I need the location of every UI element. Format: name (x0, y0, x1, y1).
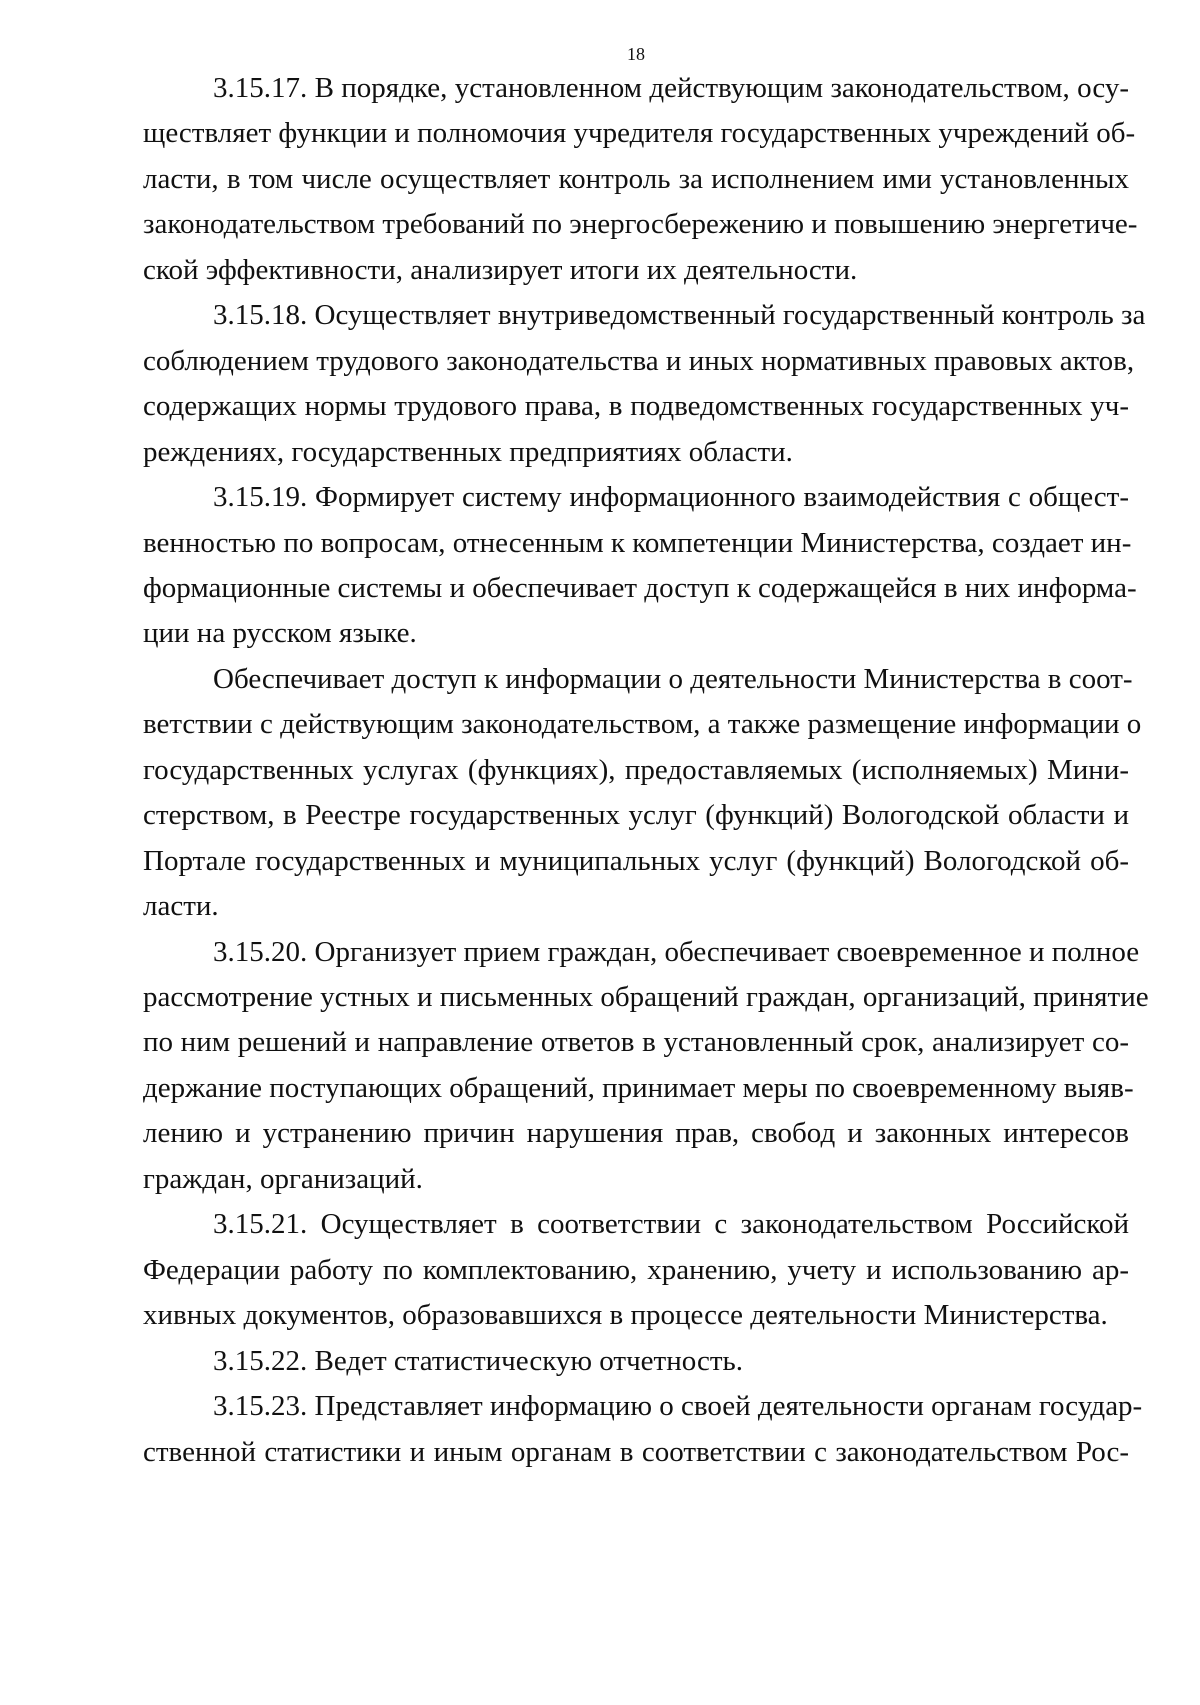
paragraph-line: Портале государственных и муниципальных услуг (функций) Вологодской об- (143, 844, 1129, 877)
paragraph-line: реждениях, государственных предприятиях области. (143, 435, 793, 468)
paragraph-line: ласти. (143, 890, 219, 923)
page-number: 18 (627, 44, 645, 64)
paragraph-line: 3.15.17. В порядке, установленном действующим законодательством, осу- (213, 72, 1129, 104)
paragraph-line: 3.15.21. Осуществляет в соответствии с законодательством Российской (213, 1208, 1129, 1241)
paragraph-line: ласти, в том числе осуществляет контроль за исполнением ими установленных (143, 162, 1129, 195)
paragraph-line: 3.15.18. Осуществляет внутриведомственный государственный контроль за (213, 299, 1146, 332)
paragraph-line: ветствии с действующим законодательством, а также размещение информации о (143, 708, 1142, 741)
paragraph-line: 3.15.23. Представляет информацию о своей деятельности органам государ- (213, 1390, 1143, 1423)
paragraph-line: хивных документов, образовавшихся в процессе деятельности Министерства. (143, 1299, 1108, 1332)
paragraph-line: стерством, в Реестре государственных услуг (функций) Вологодской области и (143, 799, 1129, 832)
paragraph-line: содержащих нормы трудового права, в подведомственных государственных уч- (143, 390, 1129, 423)
paragraph-line: формационные системы и обеспечивает доступ к содержащейся в них информа- (143, 571, 1137, 604)
paragraph-line: ществляет функции и полномочия учредителя государственных учреждений об- (143, 117, 1136, 150)
paragraph-line: граждан, организаций. (143, 1162, 423, 1195)
paragraph-line: ции на русском языке. (143, 617, 417, 650)
paragraph-line: 3.15.19. Формирует систему информационного взаимодействия с общест- (213, 481, 1129, 514)
paragraph-line: рассмотрение устных и письменных обращений граждан, организаций, принятие (143, 981, 1149, 1013)
paragraph-line: лению и устранению причин нарушения прав, свобод и законных интересов (143, 1117, 1129, 1150)
paragraph-line: Обеспечивает доступ к информации о деятельности Министерства в соот- (213, 662, 1133, 695)
paragraph-line: Федерации работу по комплектованию, хранению, учету и использованию ар- (143, 1253, 1129, 1286)
paragraph-line: 3.15.20. Организует прием граждан, обеспечивает своевременное и полное (213, 935, 1140, 968)
paragraph-line: 3.15.22. Ведет статистическую отчетность. (213, 1344, 743, 1377)
paragraph-line: государственных услугах (функциях), предоставляемых (исполняемых) Мини- (143, 753, 1129, 786)
paragraph-line: по ним решений и направление ответов в установленный срок, анализирует со- (143, 1026, 1129, 1059)
paragraph-line: соблюдением трудового законодательства и иных нормативных правовых актов, (143, 344, 1135, 377)
paragraph-line: венностью по вопросам, отнесенным к компетенции Министерства, создает ин- (143, 526, 1132, 559)
paragraph-line: держание поступающих обращений, принимает меры по своевременному выяв- (143, 1071, 1134, 1104)
paragraph-line: законодательством требований по энергосбережению и повышению энергетиче- (143, 208, 1138, 241)
paragraph-line: ственной статистики и иным органам в соответствии с законодательством Рос- (143, 1435, 1129, 1468)
paragraph-line: ской эффективности, анализирует итоги их деятельности. (143, 253, 858, 286)
